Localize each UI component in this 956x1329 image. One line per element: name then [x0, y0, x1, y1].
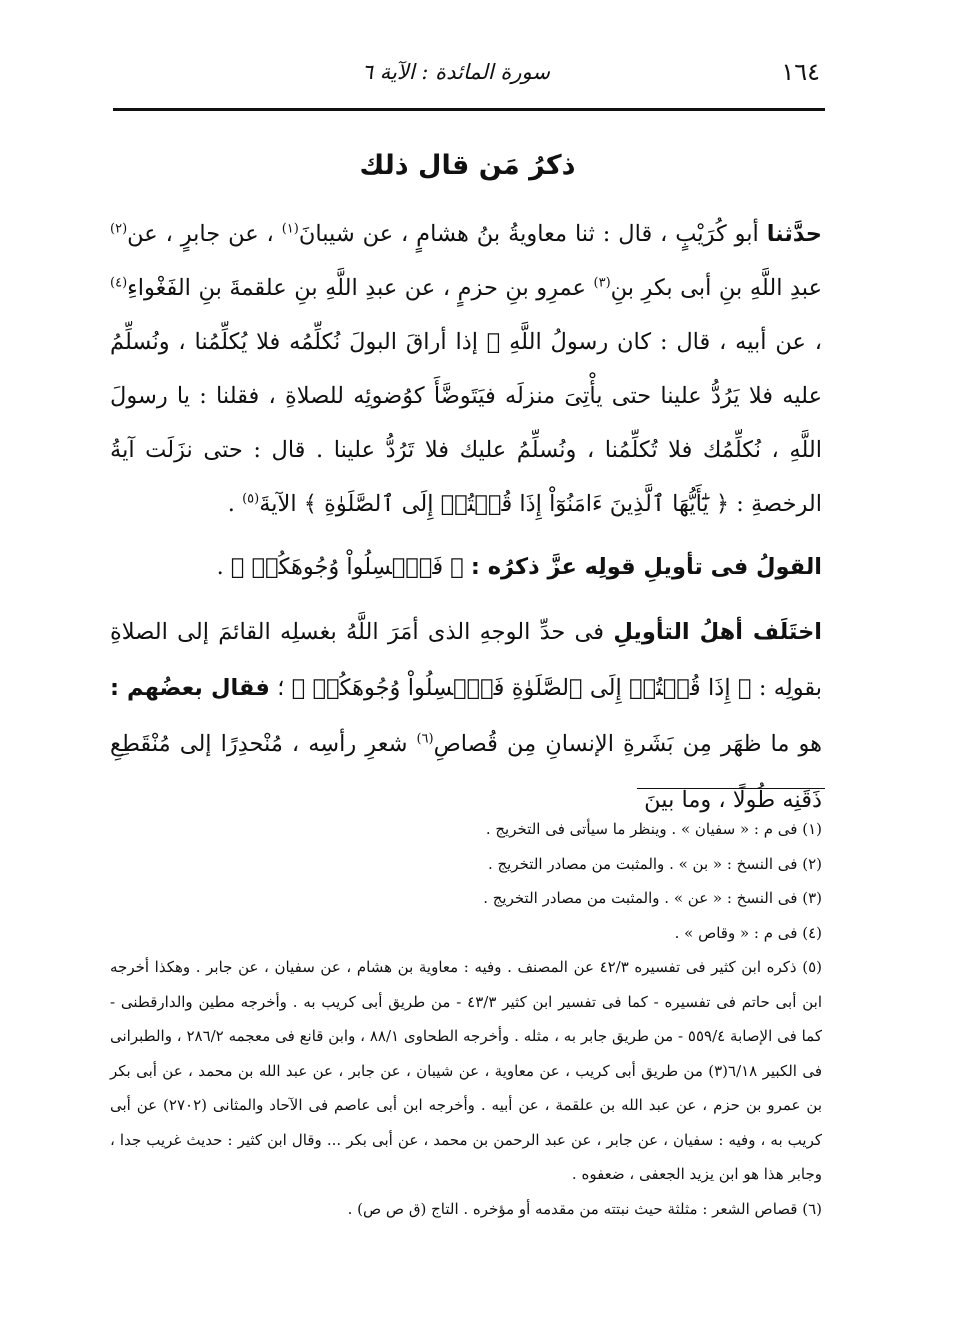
footnote-1: (١) فى م : « سفيان » . وينظر ما سيأتى فى التخريج . [485, 820, 822, 838]
footnote-5: (٥) ذكره ابن كثير فى تفسيره ٤٢/٣ عن المصنف . وفيه : معاوية بن هشام ، عن سفيان ، عن جابر . وهكذا أخرجه ابن أبى حاتم فى تفسيره - كما فى تفسير ابن كثير ٤٣/٣ - من طريق أبى كريب به . وأخرجه مطين والدارقطنى - كما فى الإصابة ٥٥٩/٤ - من طريق جابر به ، مثله . وأخرجه الطحاوى ٨٨/١ ، وابن قانع فى معجمه ٢٨٦/٢ ، والطبرانى فى الكبير ٦/١٨(٣) من طريق أبى كريب ، عن معاوية ، عن شيبان ، عن جابر ، عن عبد الله بن محمد ، عن أبى بكر بن عمرو بن حزم ، عن عبد الله بن علقمة ، عن أبيه . وأخرجه ابن أبى عاصم فى الآحاد والمثانى (٢٧٠٢) عن أبى كريب به ، وفيه : سفيان ، عن جابر ، عن عبد الرحمن بن محمد ، عن أبى بكر ... وقال ابن كثير : حديث غريب جدا ، وجابر هذا هو ابن يزيد الجعفى ، ضعفوه . [110, 958, 822, 1183]
footnote-rule [637, 788, 825, 789]
footnote-marker: (٥) [242, 491, 260, 507]
text-run: عبدِ اللَّهِ بنِ أبى بكرِ بنِ [610, 275, 822, 301]
footnote-3: (٣) فى النسخ : « عن » . والمثبت من مصادر التخريج . [483, 889, 822, 907]
text-run: أبو كُرَيْبٍ ، قال : ثنا معاويةُ بنُ هشامٍ ، عن شيبانَ [298, 221, 767, 247]
header-rule [113, 108, 825, 111]
text-run: هو ما ظهَر مِن بَشَرةِ الإنسانِ مِن قُصاصِ [433, 731, 822, 757]
text-run: . [227, 491, 243, 517]
footnote-2: (٢) فى النسخ : « بن » . والمثبت من مصادر التخريج . [487, 854, 822, 873]
quran-quote: ﴿ إِذَا قُمۡتُمۡ إِلَى ٱلصَّلَوٰةِ فَٱغۡسِلُواْ وُجُوهَكُمۡ ﴾ [291, 675, 752, 701]
paragraph-interpretation [110, 604, 822, 828]
footnotes [110, 812, 822, 1226]
text-run: ، عن جابرٍ ، عن [127, 221, 282, 247]
footnote-6: (٦) قصاص الشعر : مثلثة حيث نبتته من مقدمه أو مؤخره . التاج (ق ص ص) . [347, 1199, 822, 1218]
footnote-marker: (١) [281, 221, 299, 237]
running-head [110, 58, 820, 98]
text-run: شعرِ رأسِه ، مُنْحدِرًا إلى مُنْقَطِعِ ذَقَنِه طُولًا ، وما بينَ [110, 731, 822, 813]
paragraph-lead: حدَّثنا [766, 221, 822, 247]
footnote-marker: (٣) [593, 275, 611, 291]
text-run: ، عن أبيه ، قال : كان رسولُ اللَّهِ ﷺ إذا أراقَ البولَ نُكلِّمُه فلا يُكلِّمُنا ، ونُسلِّمُ عليه فلا يَرُدُّ علينا حتى يأْتِىَ منزلَه فيَتَوضَّأَ كوُضوئِه للصلاةِ ، فقلنا : يا رسولَ اللَّهِ ، نُكلِّمُك فلا تُكلِّمُنا ، ونُسلِّمُ عليك فلا تَرُدُّ علينا . قال : حتى نزَلَت آيةُ الرخصةِ : [110, 329, 822, 517]
running-title: سورة المائدة : الآية ٦ [361, 60, 550, 84]
section-heading: ذكرُ مَن قال ذلك [359, 150, 576, 181]
text-run: عمرِو بنِ حزمٍ ، عن عبدِ اللَّهِ بنِ علقمةَ بنِ الفَغْواءِ [127, 275, 594, 301]
paragraph-hadith [110, 207, 822, 531]
paragraph-lead: فقال بعضُهم : [110, 675, 270, 701]
interpretation-heading-label: القولُ فى تأويلِ قولِه عزَّ ذكرُه : [470, 554, 822, 580]
text-run: ؛ [269, 675, 292, 701]
footnote-marker: (٢) [110, 221, 128, 237]
footnote-marker: (٤) [110, 275, 128, 291]
text-run: الآيةَ [259, 491, 304, 517]
footnote-marker: (٦) [416, 731, 434, 747]
footnote-4: (٤) فى م : « وقاص » . [674, 923, 822, 942]
quran-quote: ﴿ يَٰٓأَيُّهَا ٱلَّذِينَ ءَامَنُوٓاْ إِذَا قُمۡتُمۡ إِلَى ٱلصَّلَوٰةِ ﴾ [303, 491, 730, 517]
quran-quote: ﴿ فَٱغۡسِلُواْ وُجُوهَكُمۡ ﴾ [230, 554, 471, 580]
text-run: . [216, 554, 231, 580]
paragraph-2 [110, 604, 822, 828]
page-number: ١٦٤ [781, 58, 820, 86]
text-run: فى حدِّ الوجهِ الذى أمَرَ اللَّهُ بغسلِه القائمَ إلى الصلاةِ بقولِه : [110, 619, 822, 701]
paragraph-lead: اختَلَف أهلُ التأويلِ [613, 619, 823, 645]
interpretation-heading [110, 540, 822, 594]
paragraph-1 [110, 207, 822, 531]
